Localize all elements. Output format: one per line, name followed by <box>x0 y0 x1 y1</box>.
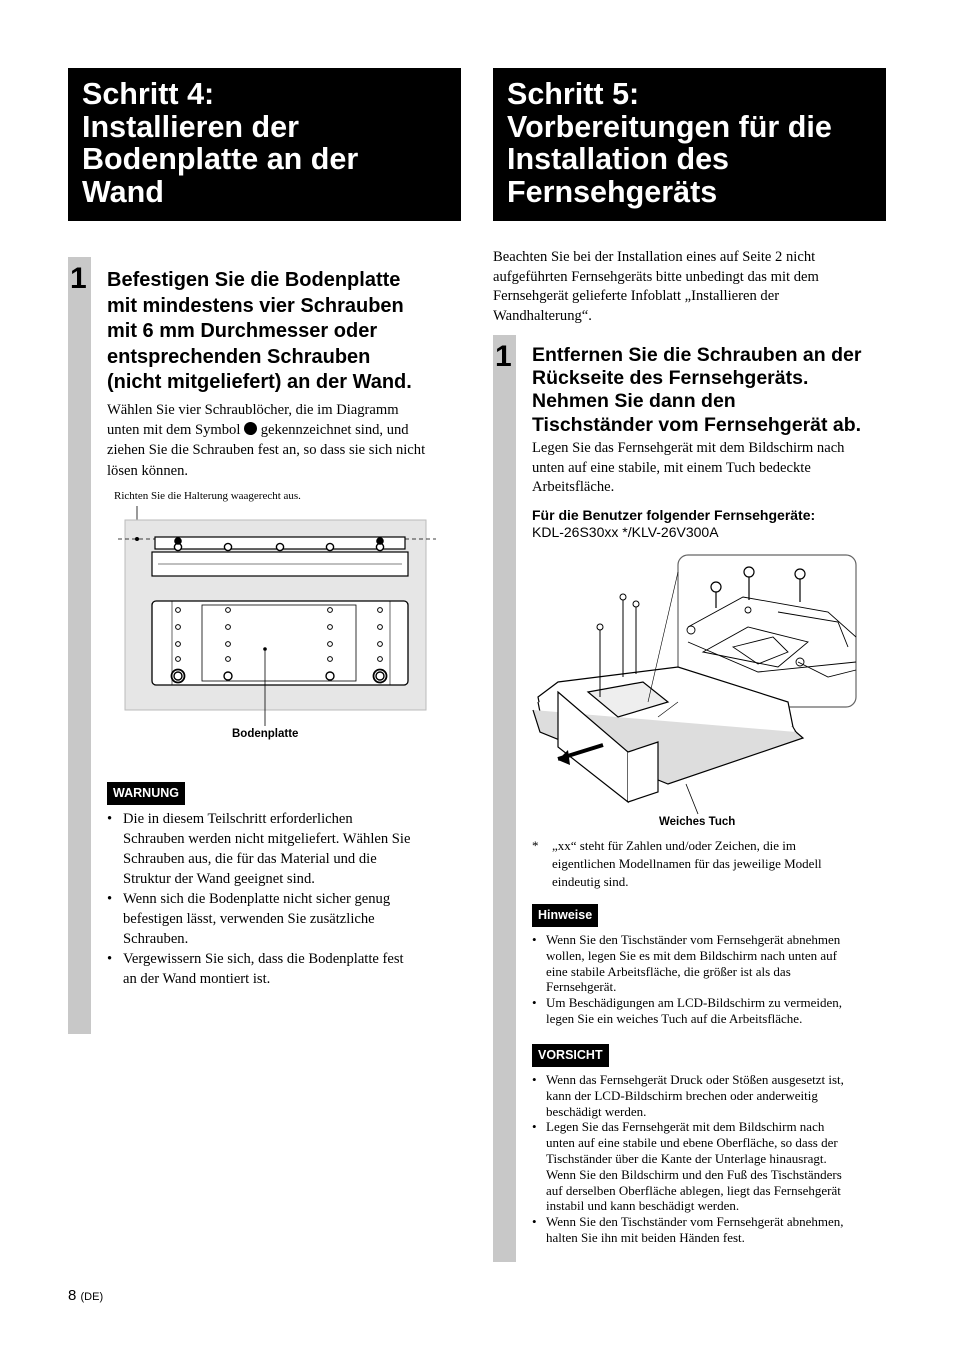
step-bar-left <box>68 257 91 1034</box>
step-heading-left: Befestigen Sie die Bodenplatte mit mindestens vier Schrauben mit 6 mm Durchmesser oder entsprechenden Schrauben (nicht mitgeliefert) an der Wand. <box>107 269 412 393</box>
step-body-text-1: Wählen Sie vier Schraublöcher, die im Diagramm unten mit dem Symbol <box>107 402 399 439</box>
page-lang: (DE) <box>80 1291 104 1303</box>
base-plate-diagram <box>110 504 440 736</box>
footnote-text: „xx“ steht für Zahlen und/oder Zeichen, die im eigentlichen Modellnamen für das jeweilige Modell eindeutig sind. <box>552 838 822 889</box>
list-item: • Wenn Sie den Tischständer vom Fernsehgerät abnehmen wollen, legen Sie es mit dem Bildschirm nach unten auf eine stabile Arbeitsfläche, die größer ist als das Fernsehgerät. <box>532 932 887 995</box>
step-5-intro: Beachten Sie bei der Installation eines auf Seite 2 nicht aufgeführten Fernsehgeräts bitte unbedingt das mit dem Fernsehgerät gelieferte Infoblatt „Installieren der Wandhalterung“. <box>493 249 819 324</box>
section-title-step-5 <box>493 68 886 221</box>
section-title-step-4 <box>68 68 461 221</box>
step-body-text-3: ziehen Sie die Schrauben fest an, so dass sie sich nicht lösen können. <box>107 442 426 479</box>
step-bar-right <box>493 335 516 1262</box>
footnote <box>532 837 887 891</box>
list-item: • Legen Sie das Fernsehgerät mit dem Bildschirm nach unten auf eine stabile und ebene Oberfläche, so dass der Tischständer über die Kante der Unterlage hinausragt. Wenn Sie den Bildschirm und den Fuß des Tischständers auf derselben Oberfläche ablegen, liegt das Fernsehgerät instabil und kann beschädigt werden. <box>532 1119 887 1214</box>
footnote-mark: * <box>532 838 539 853</box>
caution-label: VORSICHT <box>532 1044 609 1067</box>
models-label: Für die Benutzer folgender Fernsehgeräte: <box>532 507 816 523</box>
caution-list <box>532 1072 887 1246</box>
step-number-right: 1 <box>495 340 512 373</box>
step-4-title-text: Schritt 4: Installieren der Bodenplatte an der Wand <box>82 77 359 209</box>
list-item: • Wenn Sie den Tischständer vom Fernsehgerät abnehmen, halten Sie ihn mit beiden Händen fest. <box>532 1214 887 1246</box>
step-heading-right: Entfernen Sie die Schrauben an der Rückseite des Fernsehgeräts. Nehmen Sie dann den Tischständer vom Fernsehgerät ab. <box>532 344 862 436</box>
page-number: 8 <box>68 1287 77 1304</box>
tv-stand-diagram <box>528 552 863 817</box>
filled-circle-icon <box>244 422 257 435</box>
notes-list <box>532 932 887 1027</box>
warning-label: WARNUNG <box>107 782 185 805</box>
list-item: • Vergewissern Sie sich, dass die Bodenplatte fest an der Wand montiert ist. <box>107 949 457 989</box>
models-value: KDL-26S30xx */KLV-26V300A <box>532 524 719 540</box>
diagram-label-soft-cloth: Weiches Tuch <box>659 816 736 828</box>
step-5-title-text: Schritt 5: Vorbereitungen für die Installation des Fernsehgeräts <box>507 77 832 209</box>
step-number-left: 1 <box>70 262 87 295</box>
notes-label: Hinweise <box>532 904 598 927</box>
list-item: • Wenn sich die Bodenplatte nicht sicher genug befestigen lässt, verwenden Sie zusätzliche Schrauben. <box>107 889 457 949</box>
list-item: • Wenn das Fernsehgerät Druck oder Stößen ausgesetzt ist, kann der LCD-Bildschirm brechen oder anderweitig beschädigt werden. <box>532 1072 887 1119</box>
warning-list <box>107 809 457 989</box>
step-body-right: Legen Sie das Fernsehgerät mit dem Bildschirm nach unten auf eine stabile, mit einem Tuch bedeckte Arbeitsfläche. <box>532 440 845 496</box>
diagram-caption-left: Richten Sie die Halterung waagerecht aus. <box>114 490 301 502</box>
list-item: • Um Beschädigungen am LCD-Bildschirm zu vermeiden, legen Sie ein weiches Tuch auf die Arbeitsfläche. <box>532 995 887 1027</box>
page-footer <box>68 1287 103 1306</box>
diagram-label-base-plate: Bodenplatte <box>232 728 299 740</box>
step-body-text-2: gekennzeichnet sind, und <box>260 422 409 439</box>
list-item: • Die in diesem Teilschritt erforderlichen Schrauben werden nicht mitgeliefert. Wählen Sie Schrauben aus, die für das Material und die Struktur der Wand geeignet sind. <box>107 809 457 889</box>
step-body-left <box>107 400 462 481</box>
